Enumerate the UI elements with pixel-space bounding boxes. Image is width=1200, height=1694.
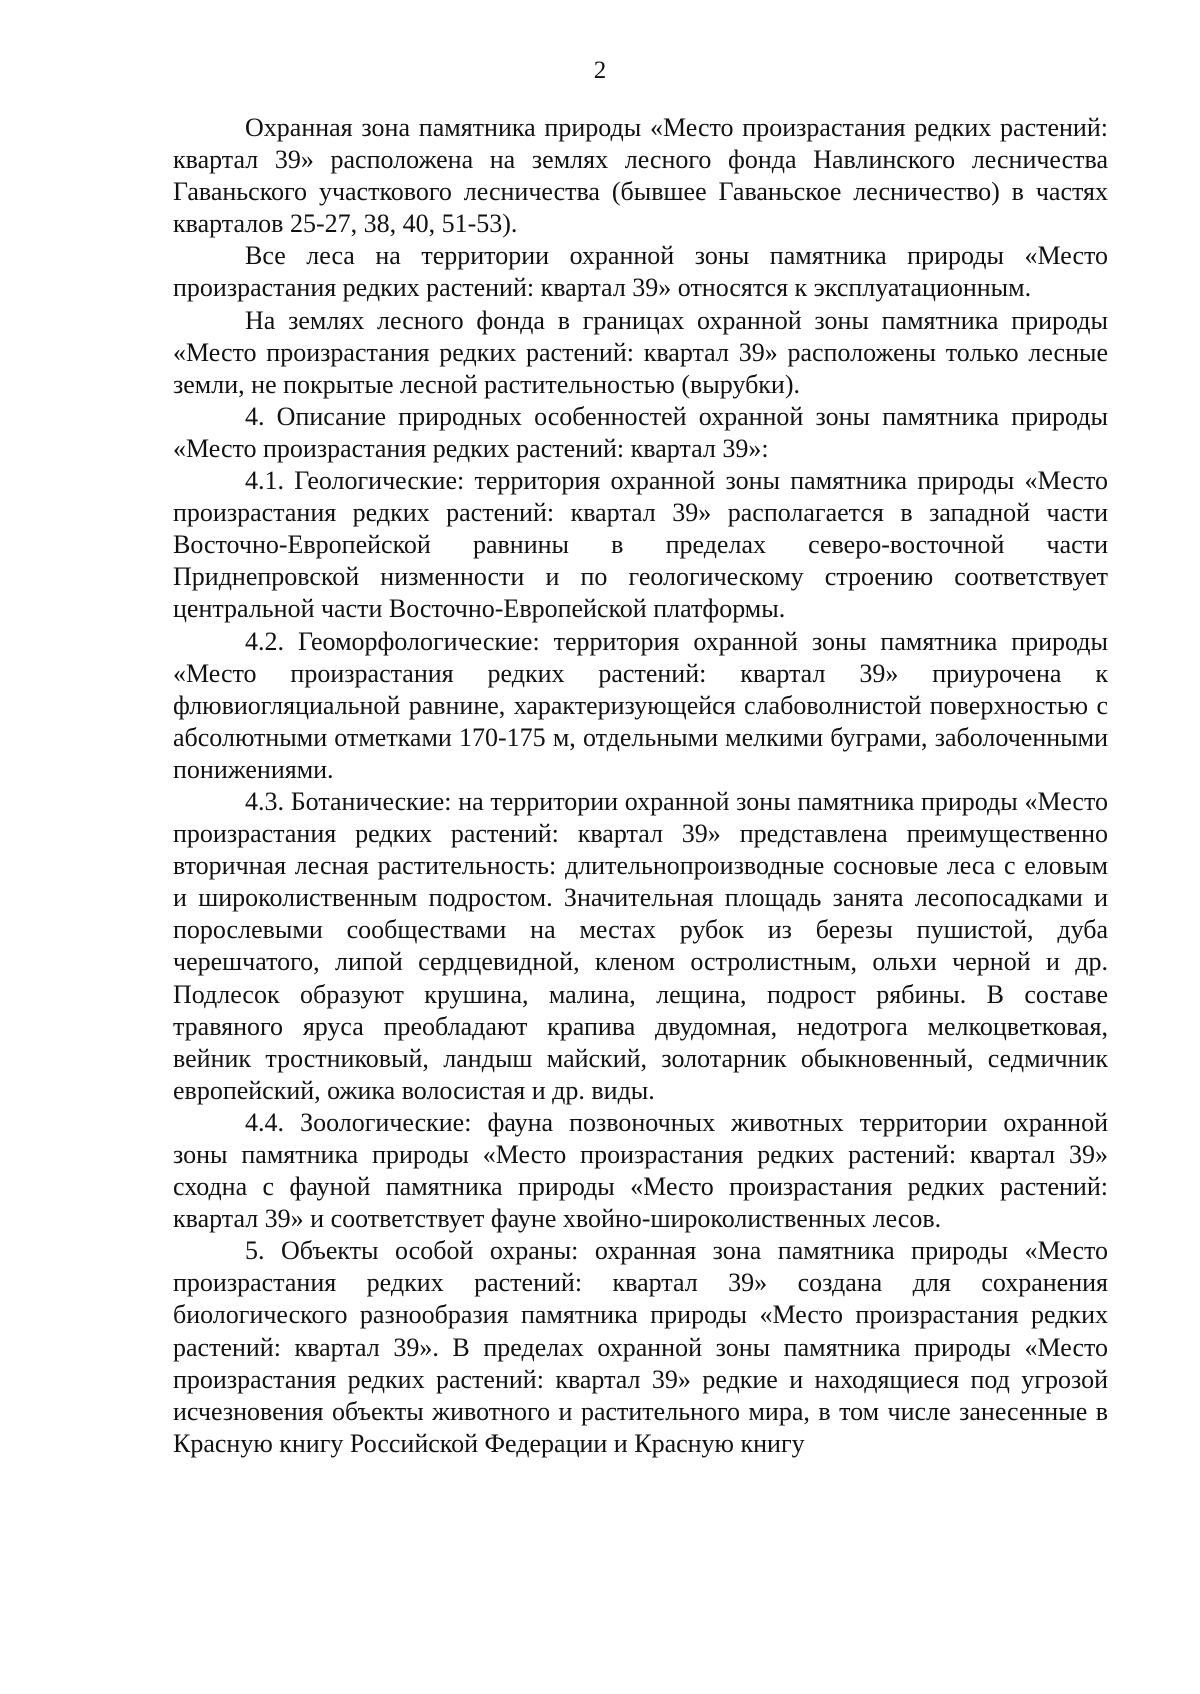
paragraph-forest-lands: На землях лесного фонда в границах охранной зоны памятника природы «Место произрастания редких растений: квартал 39» расположены только лесные земли, не покрытые лесной растительностью (вырубки). <box>173 305 1108 399</box>
document-body <box>173 112 1108 1460</box>
page-number: 2 <box>593 57 607 84</box>
paragraph-zoological: 4.4. Зоологические: фауна позвоночных животных территории охранной зоны памятника природы «Место произрастания редких растений: квартал 39» сходна с фауной памятника природы «Место произрастания редких растений: квартал 39» и соответствует фауне хвойно-широколиственных лесов. <box>173 1107 1108 1234</box>
paragraph-geological: 4.1. Геологические: территория охранной зоны памятника природы «Место произрастания редких растений: квартал 39» располагается в западной части Восточно-Европейской равнины в пределах северо-восточной части Приднепровской низменности и по геологическому строению соответствует центральной части Восточно-Европейской платформы. <box>173 466 1108 624</box>
paragraph-natural-features-heading: 4. Описание природных особенностей охранной зоны памятника природы «Место произрастания редких растений: квартал 39»: <box>173 401 1108 463</box>
paragraph-protected-objects: 5. Объекты особой охраны: охранная зона памятника природы «Место произрастания редких растений: квартал 39» создана для сохранения биологического разнообразия памятника природы «Место произрастания редких растений: квартал 39». В пределах охранной зоны памятника природы «Место произрастания редких растений: квартал 39» редкие и находящиеся под угрозой исчезновения объекты животного и растительного мира, в том числе занесенные в Красную книгу Российской Федерации и Красную книгу <box>173 1236 1108 1458</box>
paragraph-botanical: 4.3. Ботанические: на территории охранной зоны памятника природы «Место произрастания редких растений: квартал 39» представлена преимущественно вторичная лесная растительность: длительнопроизводные сосновые леса с еловым и широколиственным подростом. Значительная площадь занята лесопосадками и порослевыми сообществами на местах рубок из березы пушистой, дуба черешчатого, липой сердцевидной, кленом остролистным, ольхи черной и др. Подлесок образуют крушина, малина, лещина, подрост рябины. В составе травяного яруса преобладают крапива двудомная, недотрога мелкоцветковая, вейник тростниковый, ландыш майский, золотарник обыкновенный, седмичник европейский, ожика волосистая и др. виды. <box>173 786 1108 1105</box>
paragraph-geomorphological: 4.2. Геоморфологические: территория охранной зоны памятника природы «Место произрастания редких растений: квартал 39» приурочена к флювиогляциальной равнине, характеризующейся слабоволнистой поверхностью с абсолютными отметками 170-175 м, отдельными мелкими буграми, заболоченными понижениями. <box>173 626 1108 784</box>
paragraph-protected-zone-location: Охранная зона памятника природы «Место произрастания редких растений: квартал 39» расположена на землях лесного фонда Навлинского лесничества Гаваньского участкового лесничества (бывшее Гаваньское лесничество) в частях кварталов 25-27, 38, 40, 51-53). <box>173 113 1108 239</box>
paragraph-forest-category: Все леса на территории охранной зоны памятника природы «Место произрастания редких растений: квартал 39» относятся к эксплуатационным. <box>173 241 1108 303</box>
